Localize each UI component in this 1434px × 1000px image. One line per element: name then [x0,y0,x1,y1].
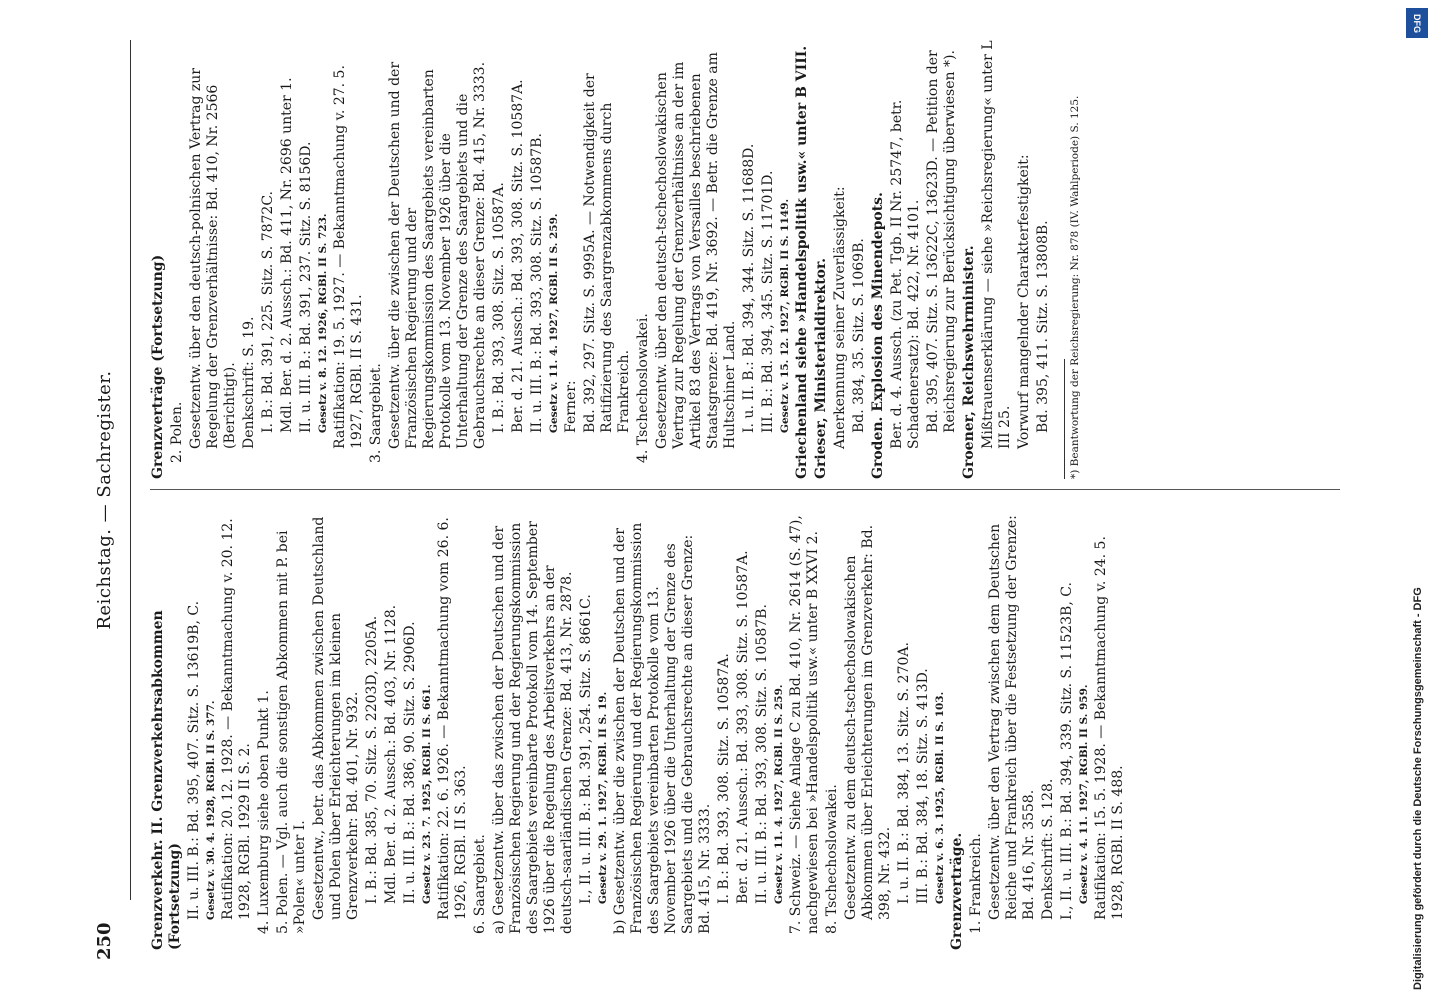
index-entry: Anerkennung seiner Zuverlässigkeit: [832,186,848,449]
index-entry: I., II. u. III. B.: Bd. 394, 339. Sitz. S. 11523B, C. [1059,582,1075,920]
index-heading: Grenzverträge. [949,832,965,950]
index-entry: 6. Saargebiet. [472,834,488,934]
index-entry: I. u. II. B.: Bd. 384, 13. Sitz. S. 270A. [896,642,912,904]
index-entry: III. B.: Bd. 384, 18. Sitz. S. 413D. [915,668,931,904]
index-entry: 4. Luxemburg siehe oben Punkt 1. [256,690,272,934]
index-entry: II. u. III. B.: Bd. 391, 237. Sitz. S. 8156D. [298,141,314,433]
rotated-page [60,30,1360,970]
index-entry: 3. Saargebiet. [368,363,384,463]
index-heading: Griechenland siehe »Handelspolitik usw.« unter B VIII. [794,45,810,479]
index-entry: Gesetz v. 11. 4. 1927, RGBl. II S. 259. [548,213,560,433]
index-entry: Gesetzentw. über den Vertrag zwischen dem Deutschen Reiche und Frankreich über die Festsetzung der Grenze: Bd. 416, Nr. 3558. [987,515,1037,920]
header-rule [130,40,131,900]
index-entry: Ratifikation: 19. 5. 1927. — Bekanntmachung v. 27. 5. 1927, RGBl. II S. 431. [332,65,365,449]
index-entry: Mdl. Ber. d. 2. Aussch.: Bd. 411, Nr. 2696 unter 1. [279,77,295,433]
index-entry: Gesetzentw. über den deutsch-polnischen Vertrag zur Regelung der Grenzverhältnisse: Bd. 410, Nr. 2566 (Berichtigt). [188,68,238,449]
index-entry: I., II. u. III. B.: Bd. 391, 254. Sitz. S. 8661C. [578,594,594,904]
index-entry: 4. Tschechoslowakei. [635,313,651,463]
index-entry: Gesetz v. 6. 3. 1925, RGBl. II S. 103. [934,691,946,904]
index-entry: Ber. d. 21. Aussch.: Bd. 393, 308. Sitz. S. 10587A. [510,79,526,433]
index-heading: Grieser, Ministerialdirektor. [813,258,829,479]
index-entry: Ratifikation: 15. 5. 1928. — Bekanntmachung v. 24. 5. 1928, RGBl. II S. 488. [1093,536,1126,920]
left-column [150,510,1340,950]
index-entry: I. B.: Bd. 391, 225. Sitz. S. 7872C. [260,191,276,433]
index-entry: Mißtrauenserklärung — siehe »Reichsregierung« unter L III 25. [980,40,1013,449]
index-entry: Ferner: [563,380,579,433]
index-entry: I. B.: Bd. 393, 308. Sitz. S. 10587A. [491,182,507,433]
index-entry: Denkschrift: S. 128. [1040,778,1056,920]
right-column [150,39,1340,490]
index-entry: I. B.: Bd. 393, 308. Sitz. S. 10587A. [716,653,732,904]
index-heading: Grenzverträge (Fortsetzung) [150,254,166,479]
index-entry: II. u. III. B.: Bd. 395, 407. Sitz. S. 13619B, C. [186,600,202,920]
index-entry: 7. Schweiz. — Siehe Anlage C zu Bd. 410, Nr. 2614 (S. 47), nachgewiesen bei »Handelspolitik usw.« unter B XXVI 2. [788,515,821,934]
index-entry: Gesetz v. 29. 1. 1927, RGBl. II S. 19. [597,691,609,904]
index-entry: II. u. III. B.: Bd. 386, 90. Sitz. S. 2906D. [402,621,418,904]
right-column-body [150,39,1052,479]
page-number: 250 [94,922,115,960]
dfg-credit: Digitalisierung gefördert durch die Deutsche Forschungsgemeinschaft - DFG [1412,587,1424,990]
index-entry: Gesetz v. 8. 12. 1926, RGBl. II S. 723. [317,213,329,433]
index-entry: III. B.: Bd. 394, 345. Sitz. S. 11701D. [760,170,776,433]
dfg-sidebar [1402,0,1434,1000]
index-entry: Gesetzentw. zu dem deutsch-tschechoslowakischen Abkommen über Erleichterungen im Grenzverkehr: Bd. 398, Nr. 432. [843,524,893,920]
index-entry: Gesetz v. 11. 4. 1927, RGBl. II S. 259. [773,684,785,904]
index-entry: Bd. 395, 411. Sitz. S. 13808B. [1035,220,1051,433]
index-entry: Gesetzentw. über die zwischen der Deutschen und der Französischen Regierung und der Regierungskommission des Saargebiets vereinbarten Protokolle vom 13. November 1926 über die Unterhaltung der Grenze des Saargebiets und die Gebrauchsrechte an dieser Grenze: Bd. 415, Nr. 3333. [387,61,488,449]
index-entry: Ratifikation: 22. 6. 1926. — Bekanntmachung vom 26. 6. 1926, RGBl. II S. 363. [436,517,469,920]
running-head: Reichstag. — Sachregister. [94,370,115,630]
index-entry: Gesetz v. 30. 4. 1928, RGBl. II S. 377. [205,700,217,920]
index-entry: Bd. 392, 297. Sitz. S. 9995A. — Notwendigkeit der Ratifizierung des Saargrenzabkommens durch Frankreich. [582,73,632,433]
index-entry: Denkschrift: S. 19. [241,316,257,449]
footnote: *) Beantwortung der Reichsregierung: Nr. 878 (IV. Wahlperiode) S. 125. [1069,95,1081,479]
index-entry: Ber. d. 4. Aussch. (zu Pet. Tgb. II Nr. 25747, betr. Schadenersatz): Bd. 422, Nr. 4101. [889,99,922,449]
index-entry: 2. Polen. [169,401,185,463]
index-entry: b) Gesetzentw. über die zwischen der Deutschen und der Französischen Regierung und der Regierungskommission des Saargebiets vereinbarten Protokolle vom 13. November 1926 über die Unterhaltung der Grenze des Saargebiets und die Gebrauchsrechte an dieser Grenze: Bd. 415, Nr. 3333. [612,522,713,934]
index-heading: Groden. Explosion des Minendepots. [870,192,886,479]
index-entry: Vorwurf mangelnder Charakterfestigkeit: [1016,154,1032,449]
index-entry: Gesetzentw., betr. das Abkommen zwischen Deutschland und Polen über Erleichterungen im kleinen Grenzverkehr: Bd. 401, Nr. 932. [311,516,361,920]
index-entry: Ratifikation: 20. 12. 1928. — Bekanntmachung v. 20. 12. 1928, RGBl. 1929 II S. 2. [220,518,253,920]
index-entry: Bd. 384, 35. Sitz. S. 1069B. [851,238,867,433]
index-entry: I. u. II. B.: Bd. 394, 344. Sitz. S. 11688D. [741,143,757,433]
dfg-logo: DFG [1406,8,1428,38]
index-entry: Gesetz v. 23. 7. 1925, RGBl. II S. 661. [421,684,433,904]
index-entry: Gesetz v. 15. 12. 1927, RGBl. II S. 1149. [779,198,791,433]
index-entry: 5. Polen. — Vgl. auch die sonstigen Abkommen mit P. bei »Polen« unter I. [275,530,308,934]
index-entry: I. B.: Bd. 385, 70. Sitz. S. 2203D, 2205A. [364,615,380,904]
index-entry: II. u. III. B.: Bd. 393, 308. Sitz. S. 10587B. [754,604,770,904]
index-entry: 8. Tschechoslowakei. [824,784,840,934]
index-entry: Gesetzentw. über den deutsch-tschechoslowakischen Vertrag zur Regelung der Grenzverhältnisse an der im Artikel 83 des Vertrags von Versailles beschriebenen Staatsgrenze: Bd. 419, Nr. 3692. — Betr. die Grenze am Hultschiner Land. [654,52,738,449]
index-entry: a) Gesetzentw. über das zwischen der Deutschen und der Französischen Regierung und der Regierungskommission des Saargebiets vereinbarte Protokoll vom 14. September 1926 über die Regelung des Arbeitsverkehrs an der deutsch-saarländischen Grenze: Bd. 413, Nr. 2878. [491,521,575,934]
index-entry: Bd. 395, 407. Sitz. S. 13622C, 13623D. — Petition der Reichsregierung zur Berücksichtigung überwiesen *). [925,50,958,433]
index-entry: Gesetz v. 4. 11. 1927, RGBl. II S. 959. [1078,684,1090,904]
index-entry: II. u. III. B.: Bd. 393, 308. Sitz. S. 10587B. [529,133,545,433]
footnote-rule [1064,359,1065,479]
index-entry: 1. Frankreich. [968,833,984,934]
index-heading: Grenzverkehr. II. Grenzverkehrsabkommen (Fortsetzung) [150,610,183,950]
index-entry: Ber. d. 21. Aussch.: Bd. 393, 308. Sitz. S. 10587A. [735,550,751,904]
index-heading: Groener, Reichswehrminister. [961,245,977,479]
index-entry: Mdl. Ber. d. 2. Aussch.: Bd. 403, Nr. 1128. [383,604,399,904]
page-header [88,30,124,970]
